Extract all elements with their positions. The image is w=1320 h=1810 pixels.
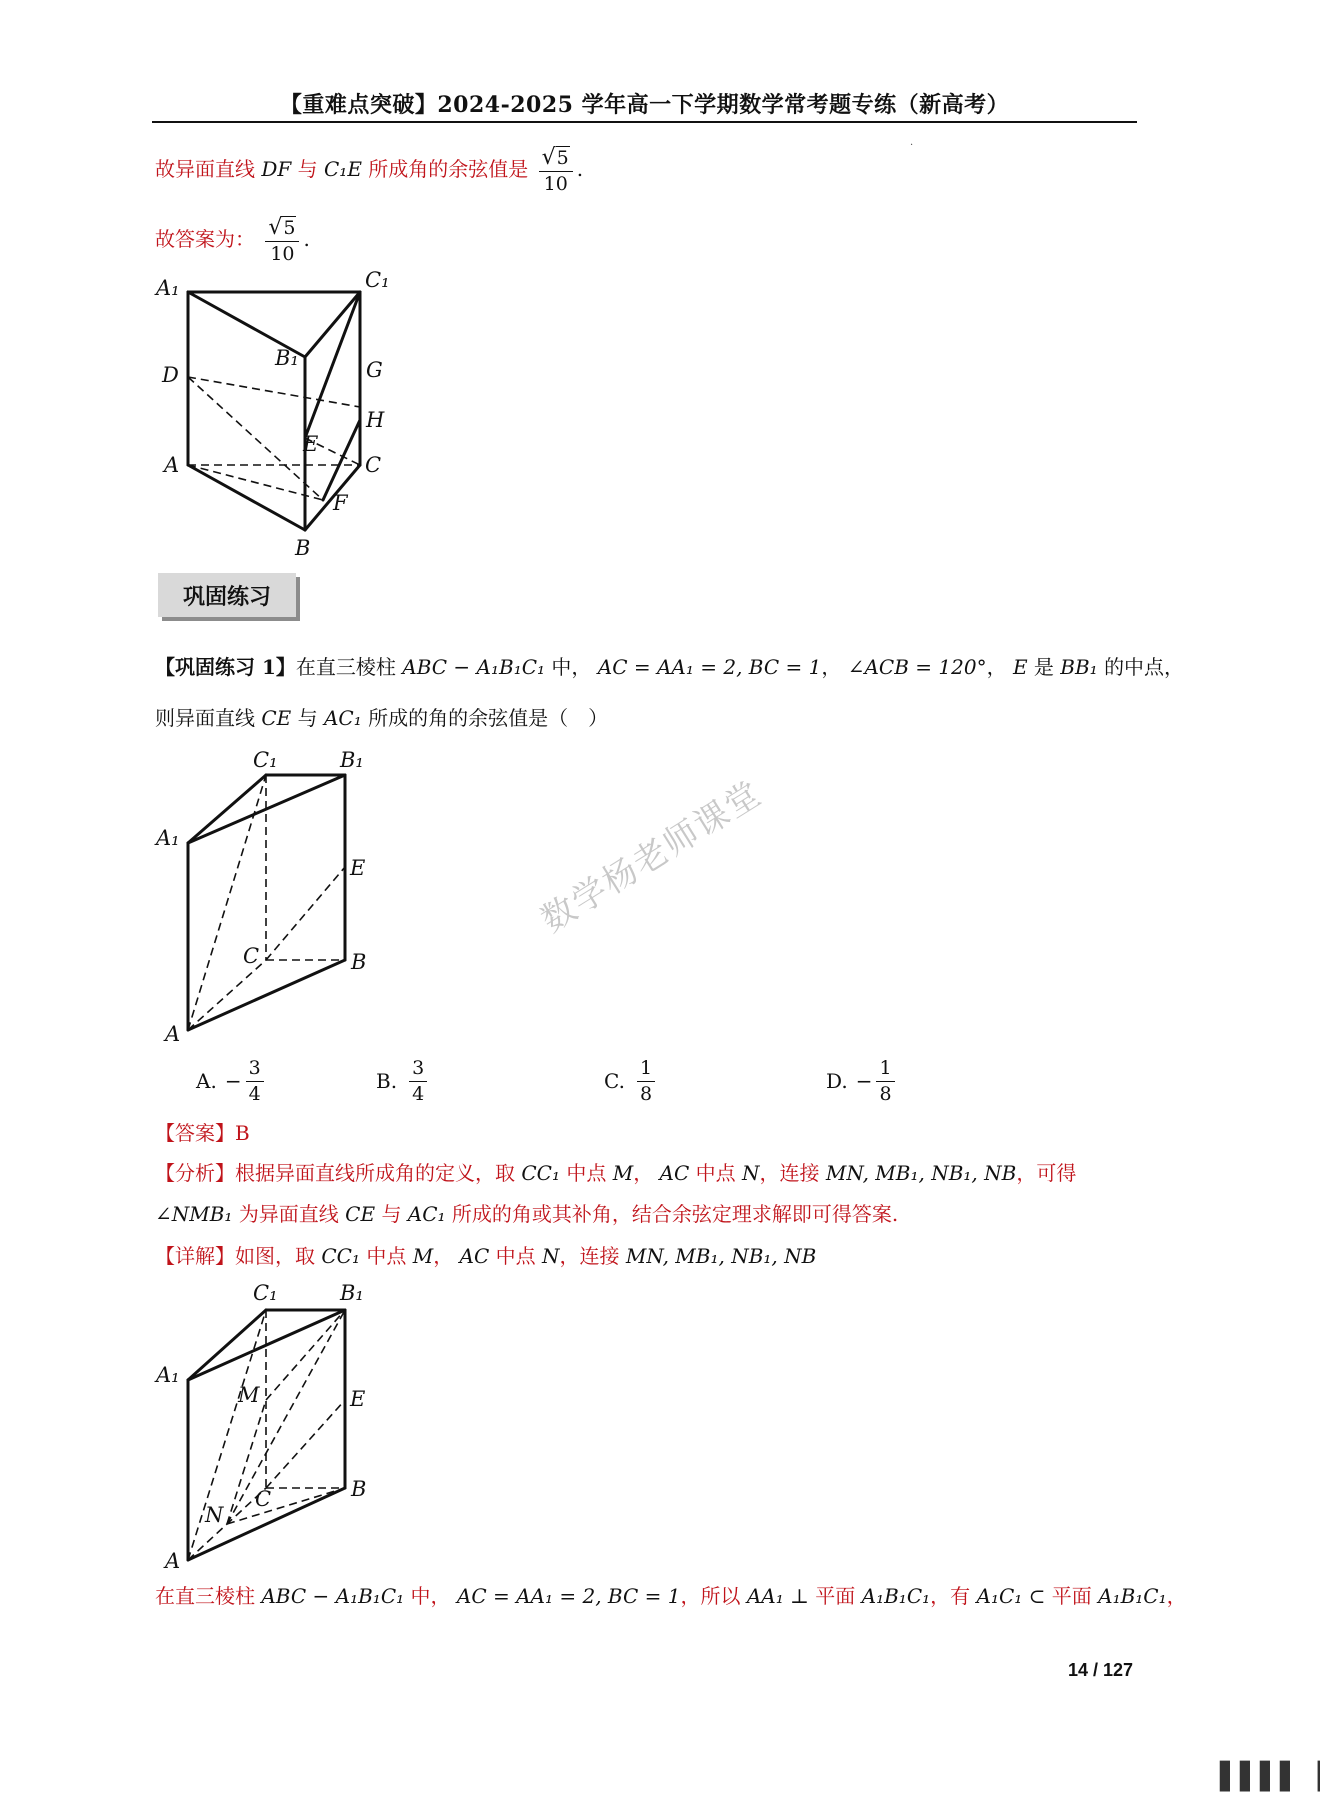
- option-fraction: [409, 1055, 427, 1106]
- option-b[interactable]: [376, 1055, 431, 1106]
- problem-text: 的中点，: [1104, 655, 1185, 679]
- fraction-sqrt5-10: $\frac{√5}{10}$: [265, 215, 299, 266]
- line-c1e: C₁E: [324, 157, 362, 181]
- answer-line: [155, 1117, 250, 1146]
- frac-numerator: 1: [876, 1055, 894, 1082]
- angle-condition: ∠ACB = 120°: [847, 655, 987, 679]
- analysis-text: 所成的角或其补角，结合余弦定理求解即可得答案.: [451, 1202, 899, 1226]
- analysis-line-1: [155, 1157, 1076, 1186]
- prism-name: ABC − A₁B₁C₁: [402, 655, 546, 679]
- option-letter: A.: [196, 1068, 217, 1093]
- analysis-text: 中点: [566, 1161, 607, 1185]
- label-N: N: [205, 1503, 224, 1527]
- option-letter: C.: [604, 1068, 625, 1093]
- option-letter: D.: [826, 1068, 848, 1093]
- detail-label: 【详解】: [155, 1244, 235, 1268]
- line-ac1: AC₁: [323, 706, 362, 730]
- label-E: E: [350, 856, 366, 880]
- analysis-line-2: [155, 1198, 898, 1227]
- label-F: F: [333, 491, 348, 515]
- condition: AC = AA₁ = 2, BC = 1: [456, 1584, 681, 1608]
- prism-figure-1: [150, 265, 410, 565]
- option-a[interactable]: [196, 1055, 268, 1106]
- conclusion-line-2: [155, 215, 310, 266]
- point-m: M: [412, 1244, 434, 1268]
- label-D: D: [162, 363, 179, 387]
- page-number: 14 / 127: [1068, 1660, 1134, 1680]
- frac-denominator: 4: [412, 1083, 425, 1105]
- problem-text: ，: [821, 655, 842, 679]
- problem-text: ，: [986, 655, 1007, 679]
- detail-text: 平面: [815, 1584, 856, 1608]
- prism-name: ABC − A₁B₁C₁: [261, 1584, 405, 1608]
- edge-bb1: BB₁: [1060, 655, 1098, 679]
- answer-prefix: 故答案为：: [155, 227, 255, 251]
- edge-cc1: CC₁: [521, 1161, 560, 1185]
- condition: AC = AA₁ = 2, BC = 1: [597, 655, 822, 679]
- label-C: C: [365, 453, 382, 477]
- answer-label: 【答案】: [155, 1121, 235, 1145]
- detail-text: ，: [433, 1244, 454, 1268]
- problem-text: 所成的角的余弦值是（ ）: [368, 706, 609, 730]
- option-sign: −: [224, 1068, 242, 1093]
- label-B1: B₁: [340, 748, 364, 772]
- analysis-label: 【分析】: [155, 1161, 235, 1185]
- label-A1: A₁: [156, 826, 180, 850]
- label-B: B: [295, 536, 311, 560]
- line-ce: CE: [345, 1202, 376, 1226]
- detail-line: [155, 1240, 816, 1269]
- line-ac1: AC₁: [407, 1202, 446, 1226]
- label-H: H: [366, 408, 385, 432]
- prism-figure-3: [150, 1270, 380, 1573]
- edge-cc1: CC₁: [321, 1244, 360, 1268]
- conclusion-text: 所成角的余弦值是: [368, 157, 529, 181]
- label-A: A: [165, 1022, 181, 1046]
- label-B: B: [351, 950, 367, 974]
- problem-text: 与: [297, 706, 318, 730]
- frac-numerator: 3: [409, 1055, 427, 1082]
- analysis-text: ，连接: [759, 1161, 820, 1185]
- analysis-text: 中点: [695, 1161, 736, 1185]
- label-A: A: [165, 1549, 181, 1573]
- answer-options: [196, 1055, 956, 1115]
- detail-text: 平面: [1051, 1584, 1092, 1608]
- problem-text: 是: [1033, 655, 1054, 679]
- option-c[interactable]: [604, 1055, 659, 1106]
- frac-denominator: 8: [639, 1083, 653, 1105]
- point-n: N: [742, 1161, 760, 1185]
- angle-nmb1: ∠NMB₁: [155, 1202, 233, 1226]
- option-d[interactable]: [826, 1055, 899, 1106]
- label-A: A: [164, 453, 180, 477]
- option-fraction: [637, 1055, 655, 1106]
- detail-text: ，连接: [559, 1244, 620, 1268]
- line-ce: CE: [261, 706, 292, 730]
- prism-figure-2: [150, 745, 380, 1045]
- label-G: G: [366, 358, 383, 382]
- label-C1: C₁: [253, 1281, 278, 1305]
- point-m: M: [612, 1161, 634, 1185]
- plane: A₁B₁C₁: [861, 1584, 931, 1608]
- scan-dot: ·: [910, 140, 914, 151]
- detail-text: 在直三棱柱: [155, 1584, 255, 1608]
- label-A1: A₁: [156, 1363, 180, 1387]
- detail-text: ，有: [930, 1584, 971, 1608]
- problem-line-1: [155, 651, 1184, 680]
- label-A1: A₁: [156, 276, 180, 300]
- detail-text: ，所以: [680, 1584, 741, 1608]
- detail-text: 如图，取: [235, 1244, 315, 1268]
- label-C: C: [255, 1487, 272, 1511]
- perpendicular: AA₁ ⊥: [746, 1584, 809, 1608]
- problem-text: 则异面直线: [155, 706, 255, 730]
- label-B1: B₁: [340, 1281, 364, 1305]
- point-e: E: [1012, 655, 1028, 679]
- label-M: M: [238, 1383, 260, 1407]
- frac-denominator: 10: [270, 243, 295, 265]
- detail-text: 中点: [366, 1244, 407, 1268]
- fraction-sqrt5-10: $\frac{√5}{10}$: [539, 145, 573, 196]
- edge-ac: AC: [659, 1161, 690, 1185]
- conclusion-text: 与: [297, 157, 318, 181]
- label-B: B: [351, 1477, 367, 1501]
- frac-denominator: 8: [879, 1083, 892, 1105]
- option-fraction: [246, 1055, 264, 1106]
- answer-value: B: [235, 1121, 250, 1145]
- frac-denominator: 4: [248, 1083, 261, 1105]
- problem-line-2: [155, 702, 608, 731]
- label-C: C: [243, 944, 260, 968]
- subset: A₁C₁ ⊂: [976, 1584, 1046, 1608]
- label-B1: B₁: [275, 346, 299, 370]
- frac-numerator: 5: [283, 217, 296, 239]
- frac-numerator: 1: [637, 1055, 655, 1082]
- signal-bars-icon: ▌▌▌▌▕: [1220, 1762, 1320, 1792]
- segments: MN, MB₁, NB₁, NB: [625, 1244, 817, 1268]
- period: .: [576, 157, 584, 181]
- period: .: [303, 227, 310, 251]
- option-letter: B.: [376, 1068, 398, 1093]
- frac-numerator: 3: [246, 1055, 264, 1082]
- header-divider: [152, 121, 1137, 123]
- problem-text: 中，: [551, 655, 592, 679]
- detail-text: ，: [1166, 1584, 1187, 1608]
- line-df: DF: [261, 157, 292, 181]
- label-E: E: [350, 1387, 366, 1411]
- detail-text: 中，: [410, 1584, 451, 1608]
- watermark: 数学杨老师课堂: [534, 773, 770, 941]
- detail-text: 中点: [495, 1244, 536, 1268]
- problem-label: 【巩固练习 1】: [155, 655, 296, 679]
- option-fraction: [876, 1055, 894, 1106]
- point-n: N: [542, 1244, 560, 1268]
- problem-text: 在直三棱柱: [295, 655, 396, 679]
- label-C1: C₁: [253, 748, 278, 772]
- plane: A₁B₁C₁: [1098, 1584, 1167, 1608]
- analysis-text: 与: [381, 1202, 402, 1226]
- segments: MN, MB₁, NB₁, NB: [825, 1161, 1017, 1185]
- frac-numerator: 5: [556, 147, 569, 169]
- analysis-text: ，可得: [1016, 1161, 1077, 1185]
- conclusion-text: 故异面直线: [155, 157, 255, 181]
- conclusion-line-1: [155, 145, 583, 196]
- option-sign: −: [855, 1068, 873, 1093]
- label-C1: C₁: [365, 268, 390, 292]
- section-tag-practice: 巩固练习: [158, 573, 296, 617]
- detail-final-line: [155, 1580, 1187, 1609]
- analysis-text: 为异面直线: [238, 1202, 339, 1226]
- edge-ac: AC: [459, 1244, 490, 1268]
- frac-denominator: 10: [543, 173, 568, 195]
- page-header: 【重难点突破】2024-2025 学年高一下学期数学常考题专练（新高考）: [279, 92, 1010, 118]
- analysis-text: 根据异面直线所成角的定义，取: [235, 1161, 515, 1185]
- label-E: E: [303, 432, 319, 456]
- analysis-text: ，: [633, 1161, 654, 1185]
